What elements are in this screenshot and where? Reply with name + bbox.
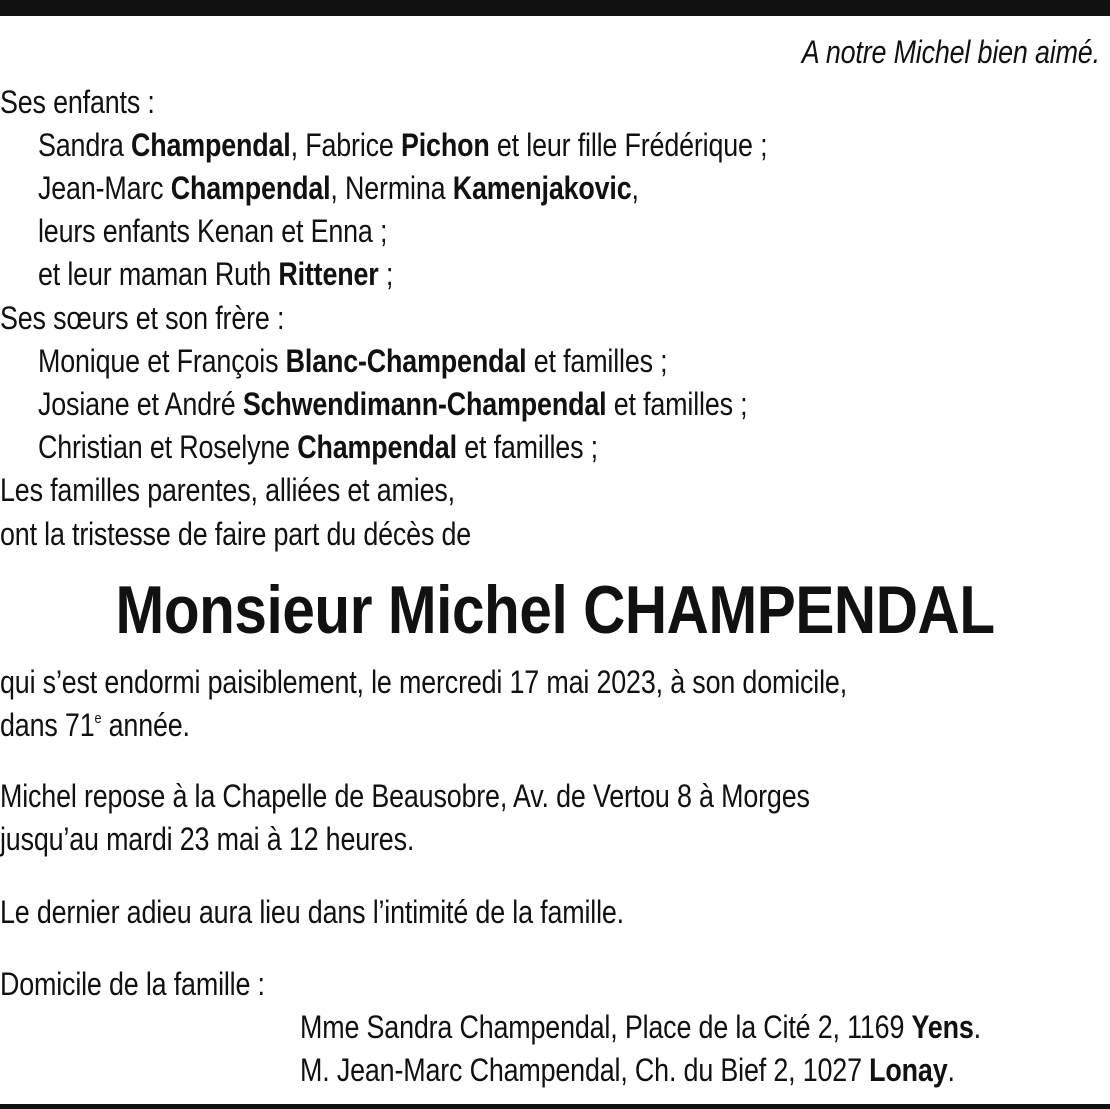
children-heading: Ses enfants : [0,84,155,120]
families-line: Les familles parentes, alliées et amies, [0,472,455,508]
repose-line-2: jusqu’au mardi 23 mai à 12 heures. [0,821,415,857]
top-border [0,0,1110,16]
sibling-line-2: Josiane et André Schwendimann-Champendal et familles ; [38,386,748,422]
siblings-heading: Ses sœurs et son frère : [0,300,285,336]
farewell-line: Le dernier adieu aura lieu dans l’intimité de la famille. [0,894,624,930]
child-line-1: Sandra Champendal, Fabrice Pichon et leur fille Frédérique ; [38,127,768,163]
dedication: A notre Michel bien aimé. [801,34,1100,70]
deceased-name: Monsieur Michel CHAMPENDAL [115,572,995,648]
bottom-border [0,1104,1110,1109]
passing-line-1: qui s’est endormi paisiblement, le mercredi 17 mai 2023, à son domicile, [0,664,847,700]
passing-line-2: dans 71e année. [0,707,190,743]
child-line-2: Jean-Marc Champendal, Nermina Kamenjakovic, [38,170,639,206]
domicile-heading: Domicile de la famille : [0,966,265,1002]
domicile-address-2: M. Jean-Marc Champendal, Ch. du Bief 2, 1027 Lonay. [300,1052,955,1088]
domicile-address-1: Mme Sandra Champendal, Place de la Cité 2, 1169 Yens. [300,1009,981,1045]
child-line-4: et leur maman Ruth Rittener ; [38,256,394,292]
sibling-line-3: Christian et Roselyne Champendal et familles ; [38,429,598,465]
repose-line-1: Michel repose à la Chapelle de Beausobre, Av. de Vertou 8 à Morges [0,778,810,814]
child-line-3: leurs enfants Kenan et Enna ; [38,213,388,249]
announcement-line: ont la tristesse de faire part du décès de [0,516,472,552]
sibling-line-1: Monique et François Blanc-Champendal et familles ; [38,343,668,379]
